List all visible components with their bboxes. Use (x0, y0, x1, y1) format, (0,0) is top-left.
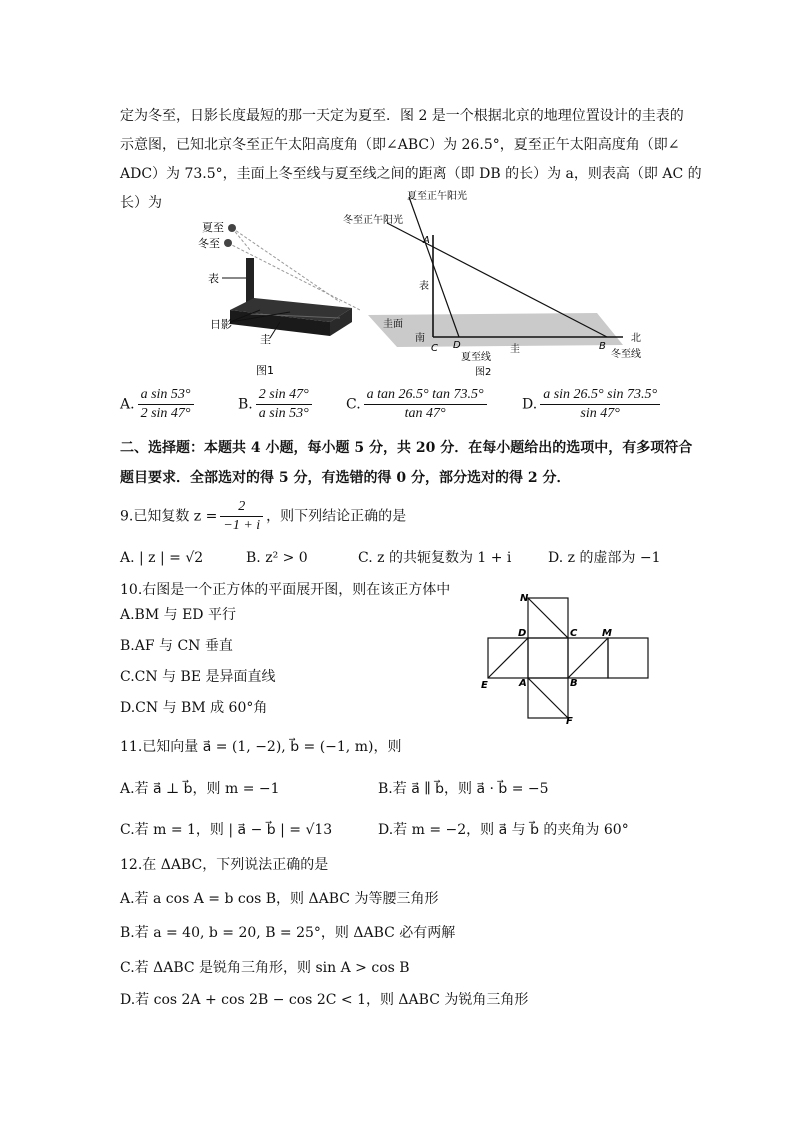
q8-d-denominator: sin 47° (580, 406, 620, 421)
q10-option-d: D.CN 与 BM 成 60°角 (120, 700, 268, 716)
fig2-label-summer-light: 夏至正午阳光 (407, 191, 467, 202)
q8-b-numerator: 2 sin 47° (256, 386, 312, 405)
net-label-e: E (481, 680, 488, 691)
fig2-label-winter-light: 冬至正午阳光 (343, 215, 403, 226)
fig2-caption: 图2 (475, 367, 492, 378)
q8-c-denominator: tan 47° (404, 406, 446, 421)
fig1-label-xiazhi: 夏至 (202, 221, 224, 234)
figure-2 (335, 185, 655, 380)
section-2-heading-line-1: 二、选择题：本题共 4 小题，每小题 5 分，共 20 分．在每小题给出的选项中，有多项符合 (120, 440, 693, 456)
fig2-point-b: B (599, 341, 606, 352)
q8-option-c: C. $\frac{\text{a tan 26.5° tan 73.5°}}{\tan 47^\circ}$ (346, 386, 490, 423)
fig1-label-riying: 日影 (210, 318, 232, 331)
fig1-label-dongzhi: 冬至 (198, 237, 220, 250)
q8-option-b: B. $\frac{2 \sin 47^\circ}{\text{a sin 53°}}$ (238, 386, 315, 423)
net-label-d: D (518, 628, 527, 639)
fig2-label-dongzhi-line: 冬至线 (611, 349, 641, 360)
q8-c-numerator: a tan 26.5° tan 73.5° (364, 386, 487, 405)
q10-stem: 10.右图是一个正方体的平面展开图，则在该正方体中 (120, 582, 451, 598)
net-square-2 (528, 638, 568, 678)
q9-frac-denominator: −1 + i (223, 518, 261, 533)
summer-sun-icon (228, 224, 236, 232)
q8-a-denominator: 2 sin 47° (140, 406, 191, 421)
fig1-label-gui: 圭 (260, 333, 271, 346)
fig2-label-xiazhi-line: 夏至线 (461, 352, 491, 363)
q11-option-a: A.若 a⃗ ⊥ b⃗，则 m = −1 (120, 781, 280, 797)
cube-net-diagram (478, 590, 658, 725)
q9-stem: 9.已知复数 z = $\frac{2}{-1 + i}$ ，则下列结论正确的是 (120, 499, 407, 533)
net-label-c: C (570, 628, 578, 639)
q12-option-d: D.若 cos 2A + cos 2B − cos 2C < 1，则 ΔABC 为锐角三角形 (120, 992, 529, 1008)
fig2-point-d: D (453, 340, 461, 351)
q12-stem: 12.在 ΔABC，下列说法正确的是 (120, 857, 329, 873)
fig2-point-c: C (431, 343, 438, 354)
q11-option-c: C.若 m = 1，则 | a⃗ − b⃗ | = √13 (120, 822, 333, 838)
fig2-label-nan: 南 (415, 333, 425, 344)
intro-line-2: 示意图，已知北京冬至正午太阳高度角（即∠ABC）为 26.5°，夏至正午太阳高度角（即∠ (120, 137, 680, 153)
fig1-caption: 图1 (256, 364, 274, 377)
q10-option-a: A.BM 与 ED 平行 (120, 607, 236, 623)
net-label-m: M (602, 628, 612, 639)
q12-option-a: A.若 a cos A = b cos B，则 ΔABC 为等腰三角形 (120, 891, 439, 907)
fig2-point-a: A (423, 235, 430, 246)
net-label-b: B (570, 678, 578, 689)
q9-option-b: B. z² > 0 (246, 550, 308, 566)
intro-line-1: 定为冬至，日影长度最短的那一天定为夏至．图 2 是一个根据北京的地理位置设计的圭表的 (120, 108, 684, 124)
winter-sun-icon (224, 239, 232, 247)
fig2-label-bei: 北 (631, 333, 641, 344)
net-label-a: A (519, 678, 527, 689)
fig2-label-biao: 表 (419, 281, 429, 292)
fig1-label-biao: 表 (208, 272, 219, 285)
q11-stem: 11.已知向量 a⃗ = (1, −2), b⃗ = (−1, m)，则 (120, 739, 402, 755)
q9-option-c: C. z 的共轭复数为 1 + i (358, 550, 512, 566)
fig2-label-guimian: 圭面 (383, 319, 403, 330)
q11-option-b: B.若 a⃗ ∥ b⃗，则 a⃗ · b⃗ = −5 (378, 781, 549, 797)
q10-option-b: B.AF 与 CN 垂直 (120, 638, 233, 654)
q10-option-c: C.CN 与 BE 是异面直线 (120, 669, 276, 685)
q11-option-d: D.若 m = −2，则 a⃗ 与 b⃗ 的夹角为 60° (378, 822, 629, 838)
q8-option-d: D. $\frac{\text{a sin 26.5° sin 73.5°}}{\sin 47^\circ}$ (522, 386, 663, 423)
q9-option-d: D. z 的虚部为 −1 (548, 550, 661, 566)
q12-option-b: B.若 a = 40, b = 20, B = 25°，则 ΔABC 必有两解 (120, 925, 456, 941)
q9-option-a: A. | z | = √2 (120, 550, 204, 566)
q12-option-c: C.若 ΔABC 是锐角三角形，则 sin A > cos B (120, 960, 410, 976)
intro-line-3: ADC）为 73.5°，圭面上冬至线与夏至线之间的距离（即 DB 的长）为 a，则表高（即 AC 的 (120, 166, 702, 182)
section-2-heading-line-2: 题目要求．全部选对的得 5 分，有选错的得 0 分，部分选对的得 2 分． (120, 470, 571, 486)
q8-option-a: A. $\frac{\text{a sin 53°}}{2 \sin 47^\circ}$ (120, 386, 197, 423)
fig2-label-gui: 圭 (510, 344, 520, 355)
q8-a-numerator: a sin 53° (138, 386, 194, 405)
gui-plane-shape (368, 313, 623, 347)
net-label-n: N (520, 593, 529, 604)
q8-d-numerator: a sin 26.5° sin 73.5° (540, 386, 660, 405)
intro-line-4: 长）为 (120, 195, 162, 211)
net-label-f: F (566, 716, 573, 725)
net-square-4 (608, 638, 648, 678)
q8-b-denominator: a sin 53° (258, 406, 309, 421)
q9-frac-numerator: 2 (220, 498, 263, 517)
